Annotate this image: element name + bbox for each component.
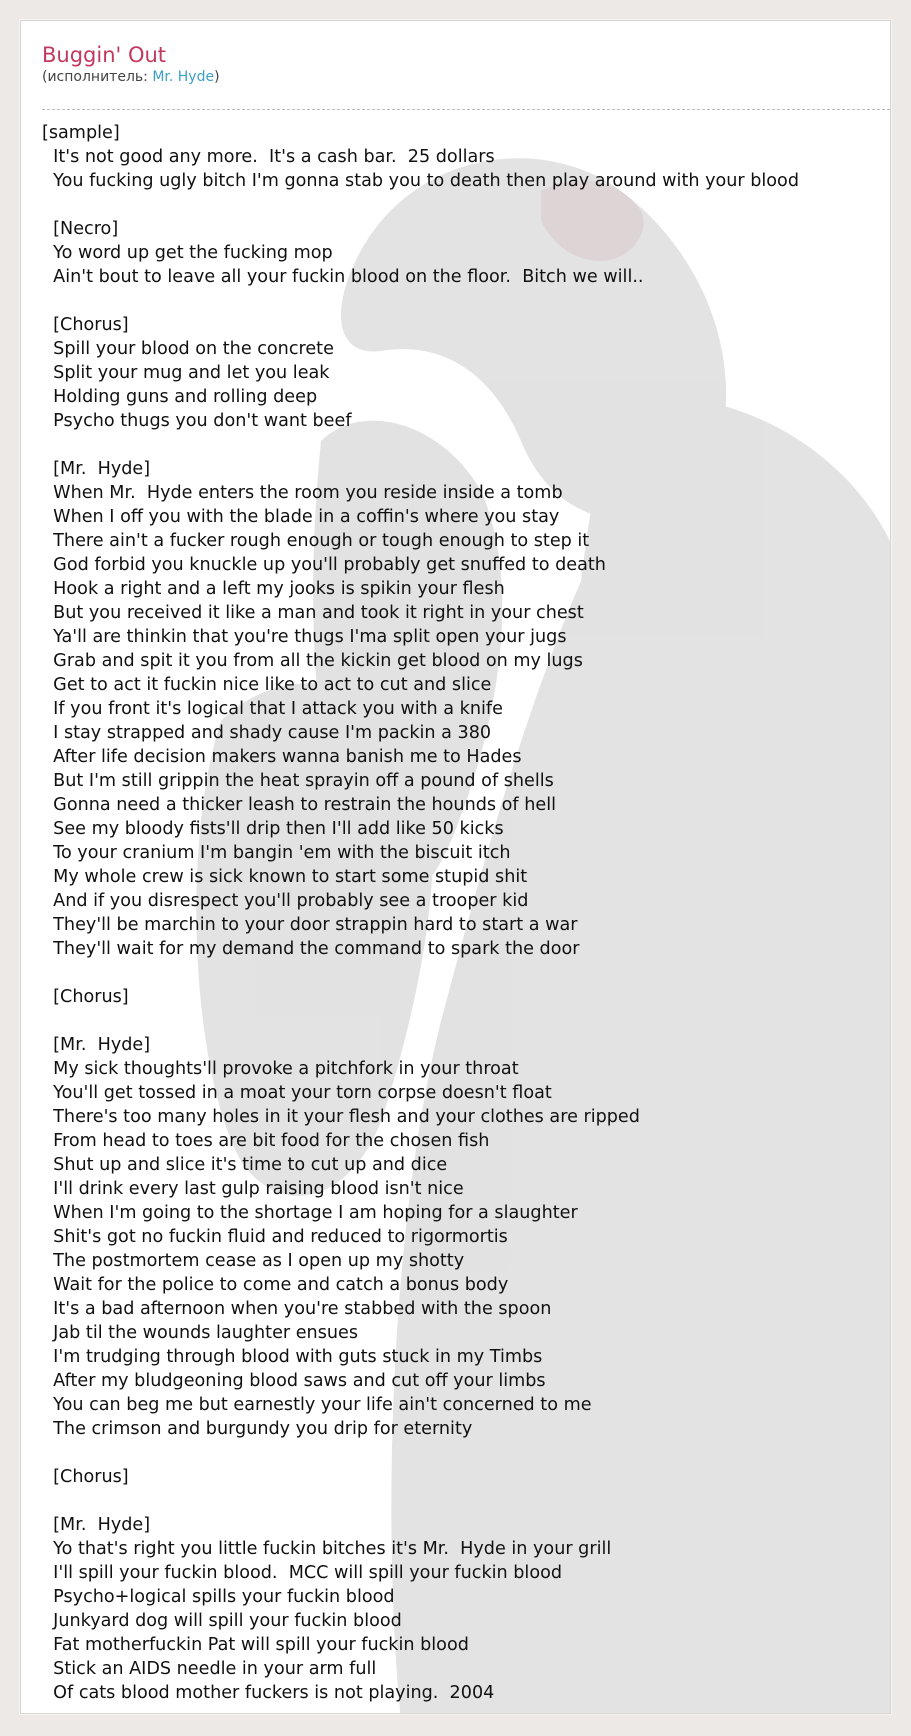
artist-link[interactable]: Mr. Hyde <box>152 69 215 85</box>
artist-line <box>42 68 890 86</box>
lyrics-card <box>20 20 891 1714</box>
song-header <box>42 42 890 86</box>
artist-suffix: ) <box>214 69 220 85</box>
song-title: Buggin' Out <box>42 43 167 67</box>
lyrics-text: [sample] It's not good any more. It's a cash bar. 25 dollars You fucking ugly bitch I'm gonna stab you to death then play around with your blood [Necro] Yo word up get the fucking mop Ain't bout to leave all your fuckin blood on the floor. Bitch we will.. [Chorus] Spill your blood on the concrete Split your mug and let you leak Holding guns and rolling deep Psycho thugs you don't want beef [Mr. Hyde] When Mr. Hyde enters the room you reside inside a tomb When I off you with the blade in a coffin's where you stay There ain't a fucker rough enough or tough enough to step it God forbid you knuckle up you'll probably get snuffed to death Hook a right and a left my jooks is spikin your flesh But you received it like a man and took it right in your chest Ya'll are thinkin that you're thugs I'ma split open your jugs Grab and spit it you from all the kickin get blood on my lugs Get to act it fuckin nice like to act to cut and slice If you front it's logical that I attack you with a knife I stay strapped and shady cause I'm packin a 380 After life decision makers wanna banish me to Hades But I'm still grippin the heat sprayin off a pound of shells Gonna need a thicker leash to restrain the hounds of hell See my bloody fists'll drip then I'll add like 50 kicks To your cranium I'm bangin 'em with the biscuit itch My whole crew is sick known to start some stupid shit And if you disrespect you'll probably see a trooper kid They'll be marchin to your door strappin hard to start a war They'll wait for my demand the command to spark the door [Chorus] [Mr. Hyde] My sick thoughts'll provoke a pitchfork in your throat You'll get tossed in a moat your torn corpse doesn't float There's too many holes in it your flesh and your clothes are ripped From head to toes are bit food for the chosen fish Shut up and slice it's time to cut up and dice I'll drink every last gulp raising blood isn't nice When I'm going to the shortage I am hoping for a slaughter Shit's got no fuckin fluid and reduced to rigormortis The postmortem cease as I open up my shotty Wait for the police to come and catch a bonus body It's a bad afternoon when you're stabbed with the spoon Jab til the wounds laughter ensues I'm trudging through blood with guts stuck in my Timbs After my bludgeoning blood saws and cut off your limbs You can beg me but earnestly your life ain't concerned to me The crimson and burgundy you drip for eternity [Chorus] [Mr. Hyde] Yo that's right you little fuckin bitches it's Mr. Hyde in your grill I'll spill your fuckin blood. MCC will spill your fuckin blood Psycho+logical spills your fuckin blood Junkyard dog will spill your fuckin blood Fat motherfuckin Pat will spill your fuckin blood Stick an AIDS needle in your arm full Of cats blood mother fuckers is not playing. 2004 <box>42 123 799 1703</box>
header-divider <box>42 109 890 110</box>
artist-prefix: (исполнитель: <box>42 69 153 85</box>
